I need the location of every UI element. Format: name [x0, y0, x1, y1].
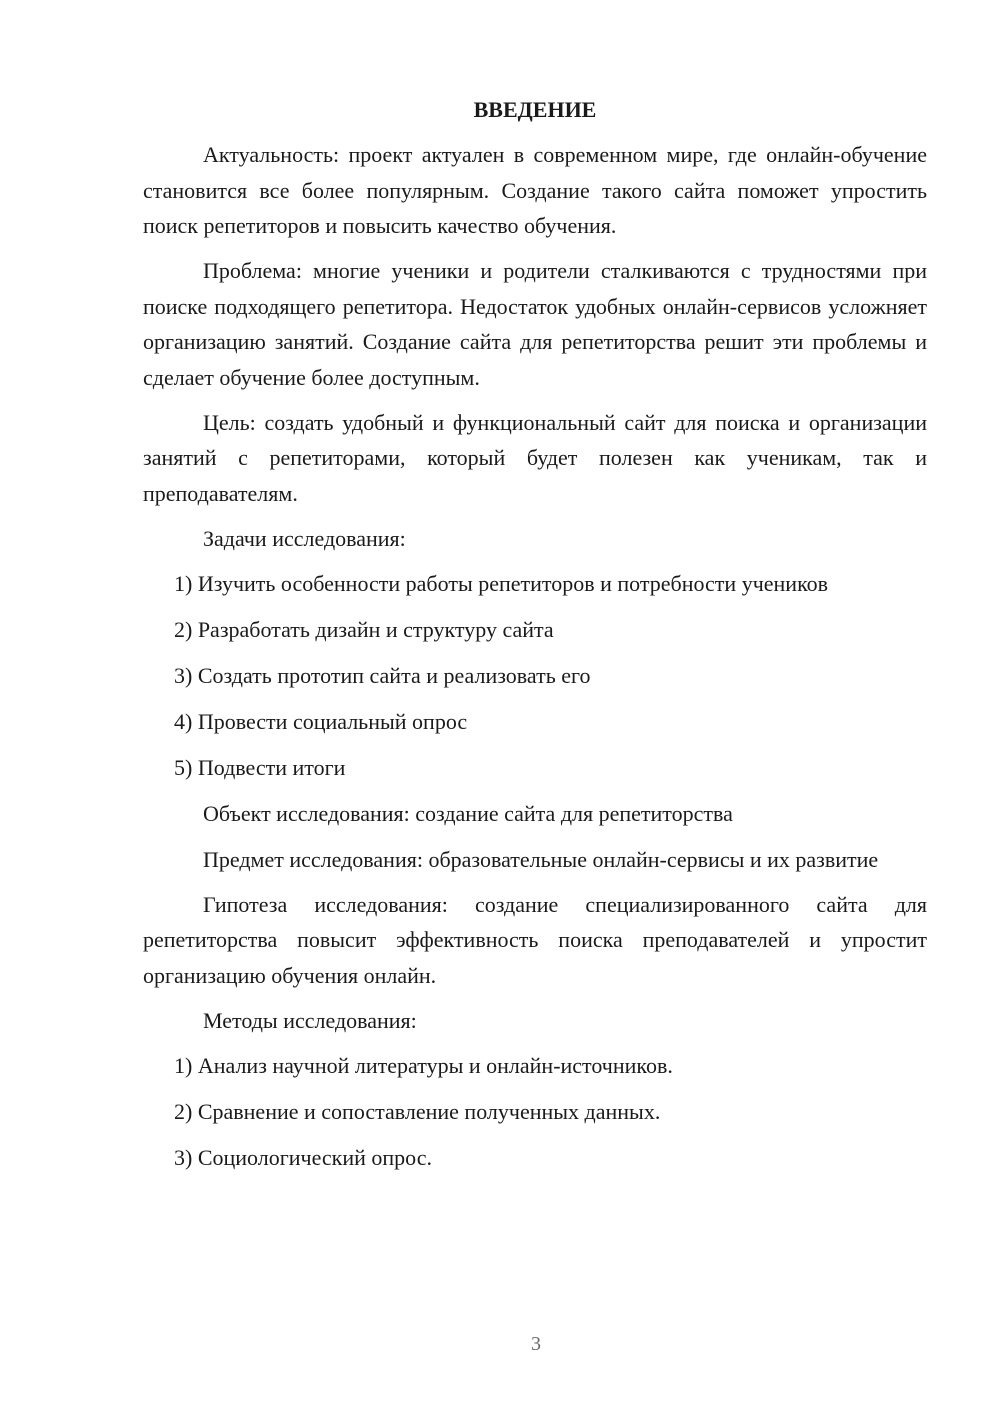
task-item: 4) Провести социальный опрос [174, 709, 468, 734]
subject-paragraph: Предмет исследования: образовательные онлайн-сервисы и их развитие [203, 846, 879, 872]
section-title: ВВЕДЕНИЕ [473, 97, 597, 122]
problem-paragraph: Проблема: многие ученики и родители сталкиваются с трудностями при поиске подходящего репетитора. Недостаток удобных онлайн-сервисов усложняет организацию занятий. Создание сайта для репетиторства решит эти проблемы и сделает обучение более доступным. [143, 258, 927, 390]
goal-paragraph: Цель: создать удобный и функциональный сайт для поиска и организации занятий с репетиторами, который будет полезен как ученикам, так и преподавателям. [143, 409, 927, 506]
task-item: 3) Создать прототип сайта и реализовать его [174, 663, 591, 688]
object-line: Объект исследования: создание сайта для репетиторства [203, 801, 733, 826]
task-item: 1) Изучить особенности работы репетиторов и потребности учеников [174, 571, 829, 596]
methods-heading: Методы исследования: [203, 1007, 417, 1033]
hypothesis-paragraph: Гипотеза исследования: создание специализированного сайта для репетиторства повысит эффективность поиска преподавателей и упростит организацию обучения онлайн. [143, 891, 927, 988]
tasks-heading: Задачи исследования: [203, 525, 406, 551]
method-item: 1) Анализ научной литературы и онлайн-источников. [174, 1053, 673, 1078]
task-item: 2) Разработать дизайн и структуру сайта [174, 617, 554, 642]
method-item: 3) Социологический опрос. [174, 1145, 432, 1170]
document-body [143, 92, 927, 1186]
relevance-paragraph: Актуальность: проект актуален в современном мире, где онлайн-обучение становится все более популярным. Создание такого сайта поможет упростить поиск репетиторов и повысить качество обучения. [143, 142, 927, 238]
task-item: 5) Подвести итоги [174, 755, 346, 780]
method-item: 2) Сравнение и сопоставление полученных данных. [174, 1099, 661, 1124]
page-number: 3 [531, 1333, 541, 1355]
